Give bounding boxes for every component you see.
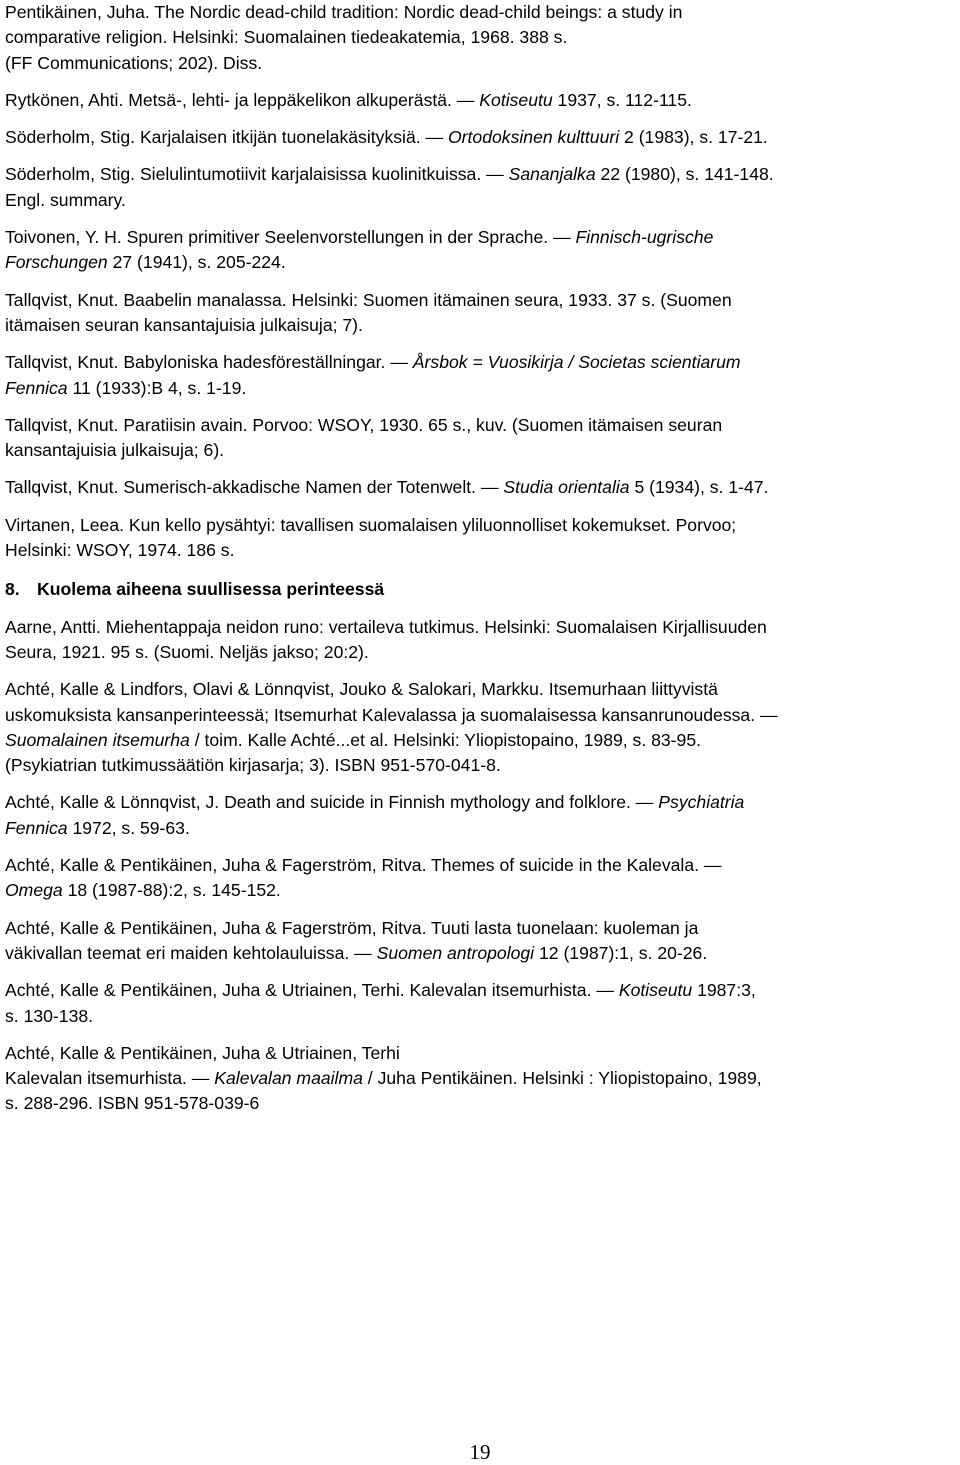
entry-line: Seura, 1921. 95 s. (Suomi. Neljäs jakso; 20:2). [5,641,369,662]
entry-line: (FF Communications; 202). Diss. [5,52,263,73]
entry-line: Achté, Kalle & Pentikäinen, Juha & Fagerström, Ritva. Themes of suicide in the Kalevala. — [5,855,722,876]
bibliography [5,0,955,1129]
bibliography-entry [5,916,955,967]
journal-title: Fennica [5,817,68,838]
entry-line: s. 130-138. [5,1005,94,1026]
journal-title: Omega [5,880,63,901]
bibliography-entry [5,350,955,401]
bibliography-entry [5,677,955,778]
section-number: 8. [5,579,20,600]
bibliography-entry [5,978,955,1029]
bibliography-entry [5,288,955,339]
bibliography-entry [5,0,955,76]
entry-line: Virtanen, Leea. Kun kello pysähtyi: tavallisen suomalaisen yliluonnolliset kokemukset. Porvoo; [5,514,737,535]
entry-line: Helsinki: WSOY, 1974. 186 s. [5,540,235,561]
entry-line: Omega 18 (1987-88):2, s. 145-152. [5,880,281,901]
entry-line: Pentikäinen, Juha. The Nordic dead-child tradition: Nordic dead-child beings: a study in [5,2,683,22]
journal-title: Studia orientalia [503,477,630,498]
entry-line: Söderholm, Stig. Sielulintumotiivit karjalaisissa kuolinitkuissa. — Sananjalka 22 (1980), s. 141-148. [5,164,774,185]
entry-line: Achté, Kalle & Pentikäinen, Juha & Utriainen, Terhi [5,1042,400,1063]
bibliography-entry [5,1041,955,1117]
bibliography-entry [5,853,955,904]
entry-line: Achté, Kalle & Pentikäinen, Juha & Fagerström, Ritva. Tuuti lasta tuonelaan: kuoleman ja [5,917,699,938]
entry-line: Fennica 1972, s. 59-63. [5,817,190,838]
journal-title: Sananjalka [508,164,596,185]
section-title: Kuolema aiheena suullisessa perinteessä [37,579,385,600]
journal-title: Finnisch-ugrische [575,227,714,248]
entry-line: Söderholm, Stig. Karjalaisen itkijän tuonelakäsityksiä. — Ortodoksinen kulttuuri 2 (1983), s. 17-21. [5,127,768,148]
entry-line: Achté, Kalle & Lindfors, Olavi & Lönnqvist, Jouko & Salokari, Markku. Itsemurhaan liittyvistä [5,679,718,700]
journal-title: Årsbok = Vuosikirja / Societas scientiarum [412,352,741,373]
entry-line: uskomuksista kansanperinteessä; Itsemurhat Kalevalassa ja suomalaisessa kansanrunoudessa. — [5,704,778,725]
journal-title: Suomen antropologi [376,942,535,963]
journal-title: Suomalainen itsemurha [5,729,190,750]
entry-line: Fennica 11 (1933):B 4, s. 1-19. [5,377,247,398]
journal-title: Kotiseutu [618,980,693,1001]
journal-title: Forschungen [5,252,108,273]
entry-line: väkivallan teemat eri maiden kehtolauluissa. — Suomen antropologi 12 (1987):1, s. 20-26. [5,942,708,963]
bibliography-entry [5,513,955,564]
bibliography-entry [5,475,955,500]
bibliography-entry [5,162,955,213]
entry-line: kansantajuisia julkaisuja; 6). [5,440,225,461]
journal-title: Ortodoksinen kulttuuri [448,127,620,148]
bibliography-entry [5,88,955,113]
entry-line: itämaisen seuran kansantajuisia julkaisuja; 7). [5,314,363,335]
bibliography-entry [5,615,955,666]
entry-line: Kalevalan itsemurhista. — Kalevalan maailma / Juha Pentikäinen. Helsinki : Yliopistopaino, 1989, [5,1068,762,1089]
bibliography-entry [5,790,955,841]
entry-line: Suomalainen itsemurha / toim. Kalle Achté...et al. Helsinki: Yliopistopaino, 1989, s. 83-95. [5,729,701,750]
section-heading [5,575,955,602]
entry-line: Engl. summary. [5,189,126,210]
entry-line: Achté, Kalle & Lönnqvist, J. Death and suicide in Finnish mythology and folklore. — Psychiatria [5,792,745,813]
journal-title: Kalevalan maailma [214,1068,363,1089]
entry-line: Tallqvist, Knut. Babyloniska hadesföreställningar. — Årsbok = Vuosikirja / Societas scientiarum [5,352,741,373]
entry-line: (Psykiatrian tutkimussäätiön kirjasarja; 3). ISBN 951-570-041-8. [5,755,501,776]
bibliography-entry [5,413,955,464]
entry-line: Aarne, Antti. Miehentappaja neidon runo: vertaileva tutkimus. Helsinki: Suomalaisen Kirjallisuuden [5,616,767,637]
entry-line: Tallqvist, Knut. Baabelin manalassa. Helsinki: Suomen itämainen seura, 1933. 37 s. (Suomen [5,289,732,310]
page-number: 19 [469,1440,491,1464]
entry-line: Toivonen, Y. H. Spuren primitiver Seelenvorstellungen in der Sprache. — Finnisch-ugrische [5,227,714,248]
entry-line: Forschungen 27 (1941), s. 205-224. [5,252,286,273]
bibliography-entry [5,125,955,150]
entry-line: Tallqvist, Knut. Sumerisch-akkadische Namen der Totenwelt. — Studia orientalia 5 (1934), s. 1-47. [5,477,769,498]
bibliography-entry [5,225,955,276]
entry-line: Tallqvist, Knut. Paratiisin avain. Porvoo: WSOY, 1930. 65 s., kuv. (Suomen itämaisen seuran [5,414,723,435]
journal-title: Fennica [5,377,68,398]
journal-title: Kotiseutu [479,89,553,110]
entry-line: s. 288-296. ISBN 951-578-039-6 [5,1093,260,1114]
entry-line: Achté, Kalle & Pentikäinen, Juha & Utriainen, Terhi. Kalevalan itsemurhista. — Kotiseutu 1987:3, [5,980,756,1001]
journal-title: Psychiatria [658,792,745,813]
entry-line: comparative religion. Helsinki: Suomalainen tiedeakatemia, 1968. 388 s. [5,27,568,48]
entry-line: Rytkönen, Ahti. Metsä-, lehti- ja leppäkelikon alkuperästä. — Kotiseutu 1937, s. 112-115. [5,89,692,110]
